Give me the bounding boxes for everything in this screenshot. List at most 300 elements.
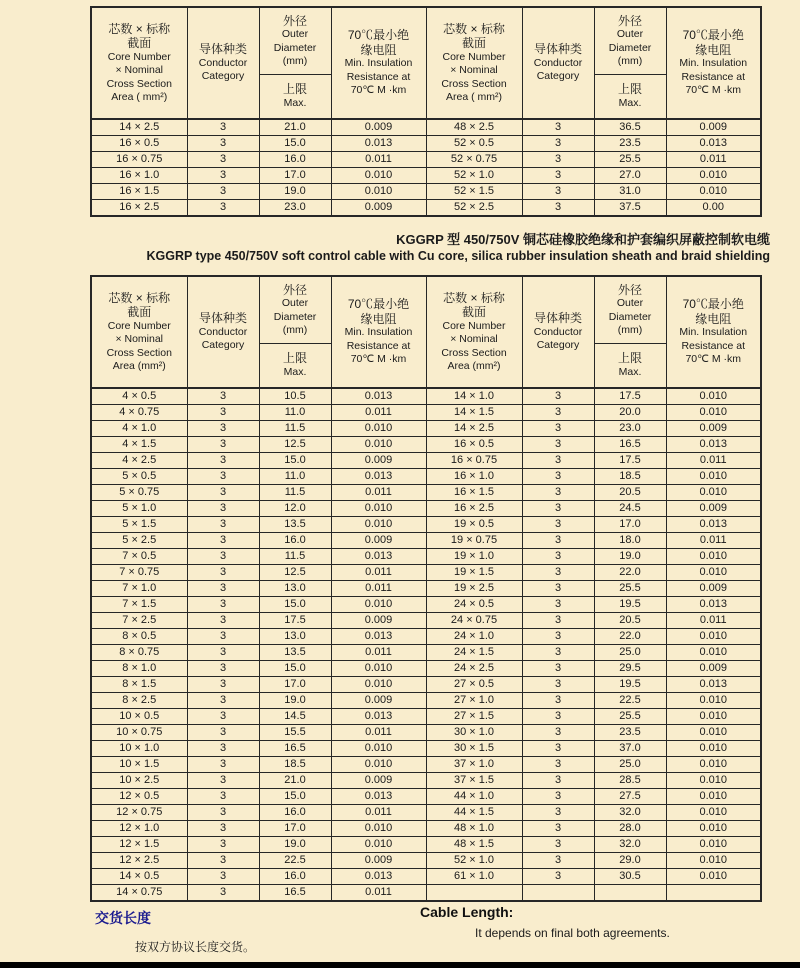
table-cell: 0.013 xyxy=(331,549,426,565)
table-cell: 44 × 1.0 xyxy=(426,789,522,805)
table-cell: 0.013 xyxy=(666,517,761,533)
table-cell: 5 × 1.0 xyxy=(91,501,187,517)
table-cell: 3 xyxy=(187,661,259,677)
header-res-zh1: 70℃最小绝 xyxy=(682,28,744,43)
table-cell: 0.010 xyxy=(666,629,761,645)
table-row xyxy=(91,725,761,741)
table-cell: 3 xyxy=(187,597,259,613)
table-row xyxy=(91,549,761,565)
header-outer-diameter xyxy=(594,7,666,119)
table-cell: 0.013 xyxy=(331,869,426,885)
table-cell: 0.010 xyxy=(666,757,761,773)
table-row xyxy=(91,200,761,217)
header-od-zh: 外径 xyxy=(282,13,307,28)
section-title xyxy=(90,231,770,265)
table-cell: 3 xyxy=(187,725,259,741)
table-cell: 21.0 xyxy=(259,773,331,789)
table-cell: 3 xyxy=(522,581,594,597)
table-cell: 37 × 1.0 xyxy=(426,757,522,773)
table-cell: 4 × 1.5 xyxy=(91,437,187,453)
table-cell: 12.0 xyxy=(259,501,331,517)
table-cell: 12.5 xyxy=(259,437,331,453)
header-insulation-resistance xyxy=(331,7,426,119)
table-cell: 3 xyxy=(187,501,259,517)
header-od-top xyxy=(260,278,331,344)
table-row xyxy=(91,485,761,501)
table-cell: 0.009 xyxy=(331,119,426,136)
table-cell: 12 × 0.75 xyxy=(91,805,187,821)
table-cell: 0.009 xyxy=(331,613,426,629)
table-cell: 15.0 xyxy=(259,789,331,805)
header-od-en2: Diameter xyxy=(273,310,317,323)
table-cell: 11.0 xyxy=(259,469,331,485)
table-row xyxy=(91,869,761,885)
header-conductor-category xyxy=(187,276,259,388)
table-cell: 52 × 0.5 xyxy=(426,136,522,152)
table-cell: 3 xyxy=(187,613,259,629)
table-cell: 3 xyxy=(187,709,259,725)
header-core-spec xyxy=(426,7,522,119)
header-res-zh2: 缘电阻 xyxy=(695,311,732,326)
table-cell: 19 × 1.0 xyxy=(426,549,522,565)
header-outer-diameter xyxy=(259,7,331,119)
header-core-spec-en2: × Nominal xyxy=(450,333,498,345)
table-cell: 0.011 xyxy=(666,533,761,549)
header-conductor-zh: 导体种类 xyxy=(198,311,247,326)
table-cell: 28.0 xyxy=(594,821,666,837)
header-res-en2: Resistance at xyxy=(681,339,746,352)
table-cell: 16.5 xyxy=(594,437,666,453)
table-cell: 0.010 xyxy=(666,869,761,885)
table-cell: 3 xyxy=(187,485,259,501)
table-cell: 3 xyxy=(522,200,594,217)
header-od-en1: Outer xyxy=(281,28,309,40)
table-cell: 22.5 xyxy=(259,853,331,869)
table-cell: 25.5 xyxy=(594,152,666,168)
header-conductor-en1: Conductor xyxy=(198,56,248,69)
header-conductor-zh: 导体种类 xyxy=(533,311,582,326)
header-conductor-zh: 导体种类 xyxy=(198,42,247,57)
table-cell: 32.0 xyxy=(594,837,666,853)
header-core-spec-area: Area (mm²) xyxy=(447,360,501,372)
table-row xyxy=(91,437,761,453)
header-res-en3: 70℃ M ·km xyxy=(350,353,407,366)
table-cell: 0.010 xyxy=(666,549,761,565)
header-core-spec-area: Area (mm²) xyxy=(112,360,166,372)
table-cell: 0.011 xyxy=(331,152,426,168)
table-cell: 37.5 xyxy=(594,200,666,217)
table-cell: 3 xyxy=(522,453,594,469)
header-res-zh2: 缘电阻 xyxy=(360,42,397,57)
table-cell: 0.011 xyxy=(331,885,426,902)
table-cell: 0.013 xyxy=(666,136,761,152)
table-cell: 18.0 xyxy=(594,533,666,549)
header-res-zh2: 缘电阻 xyxy=(360,311,397,326)
table-cell: 3 xyxy=(522,485,594,501)
table-cell: 44 × 1.5 xyxy=(426,805,522,821)
header-res-zh1: 70℃最小绝 xyxy=(347,28,410,43)
table-cell: 20.5 xyxy=(594,485,666,501)
header-od-zh: 外径 xyxy=(282,282,307,297)
header-conductor-category xyxy=(522,276,594,388)
header-od-max-zh: 上限 xyxy=(282,351,307,365)
table-cell: 0.010 xyxy=(666,725,761,741)
table-cell: 0.010 xyxy=(666,485,761,501)
header-core-spec-en1: Core Number xyxy=(442,319,506,332)
table-row xyxy=(91,184,761,200)
table-cell: 3 xyxy=(522,837,594,853)
table-cell: 17.5 xyxy=(594,388,666,405)
table-cell: 0.009 xyxy=(331,693,426,709)
table-cell: 15.0 xyxy=(259,597,331,613)
table-row xyxy=(91,581,761,597)
header-res-en2: Resistance at xyxy=(346,70,411,83)
table-cell: 27 × 0.5 xyxy=(426,677,522,693)
table-cell: 14.5 xyxy=(259,709,331,725)
table-cell: 0.009 xyxy=(666,661,761,677)
table-cell: 7 × 0.75 xyxy=(91,565,187,581)
table-cell: 0.010 xyxy=(331,837,426,853)
table-cell: 16 × 1.5 xyxy=(91,184,187,200)
table-cell: 0.009 xyxy=(331,533,426,549)
table-cell: 61 × 1.0 xyxy=(426,869,522,885)
table-cell: 3 xyxy=(522,741,594,757)
header-row xyxy=(91,7,761,119)
table-row xyxy=(91,885,761,902)
table-cell: 22.0 xyxy=(594,629,666,645)
header-outer-diameter xyxy=(259,276,331,388)
table-cell: 20.5 xyxy=(594,613,666,629)
table-cell: 3 xyxy=(522,136,594,152)
table-cell: 18.5 xyxy=(594,469,666,485)
table-cell: 16 × 1.0 xyxy=(426,469,522,485)
table-cell: 0.011 xyxy=(666,453,761,469)
table-cell: 0.013 xyxy=(331,136,426,152)
table-cell: 22.0 xyxy=(594,565,666,581)
table-cell: 19.0 xyxy=(259,837,331,853)
table-cell: 0.011 xyxy=(331,581,426,597)
table-cell: 3 xyxy=(522,421,594,437)
header-od-max xyxy=(595,344,666,387)
header-conductor-en1: Conductor xyxy=(198,325,248,338)
table-cell: 8 × 0.5 xyxy=(91,629,187,645)
spec-table-main-body xyxy=(91,388,761,901)
header-core-spec-en3: Cross Section xyxy=(441,346,507,359)
table-row xyxy=(91,453,761,469)
table-cell: 16 × 2.5 xyxy=(426,501,522,517)
table-cell: 3 xyxy=(187,405,259,421)
header-od-zh: 外径 xyxy=(617,13,642,28)
table-cell: 3 xyxy=(187,645,259,661)
table-cell: 3 xyxy=(522,789,594,805)
table-cell: 23.5 xyxy=(594,725,666,741)
table-cell: 3 xyxy=(187,549,259,565)
header-core-spec-zh1: 芯数 × 标称 xyxy=(108,21,171,36)
table-cell: 0.013 xyxy=(331,388,426,405)
table-cell: 17.5 xyxy=(259,613,331,629)
table-cell: 7 × 1.0 xyxy=(91,581,187,597)
table-cell: 17.0 xyxy=(259,168,331,184)
header-core-spec-en3: Cross Section xyxy=(106,77,172,90)
table-cell: 17.0 xyxy=(259,677,331,693)
section-title-zh: KGGRP 型 450/750V 铜芯硅橡胶绝缘和护套编织屏蔽控制软电缆 xyxy=(396,232,770,247)
table-cell: 0.010 xyxy=(666,837,761,853)
table-cell: 10 × 2.5 xyxy=(91,773,187,789)
table-cell: 0.011 xyxy=(331,405,426,421)
table-row xyxy=(91,388,761,405)
table-row xyxy=(91,837,761,853)
header-conductor-en2: Category xyxy=(536,70,580,83)
spec-table-top-header xyxy=(91,7,761,119)
table-cell: 52 × 1.0 xyxy=(426,853,522,869)
table-cell: 3 xyxy=(522,152,594,168)
header-od-en3: (mm) xyxy=(282,55,308,67)
table-cell: 17.0 xyxy=(594,517,666,533)
table-cell: 25.5 xyxy=(594,581,666,597)
header-od-zh: 外径 xyxy=(617,282,642,297)
table-cell: 14 × 2.5 xyxy=(91,119,187,136)
table-cell: 16 × 0.5 xyxy=(426,437,522,453)
table-cell: 16.5 xyxy=(259,741,331,757)
table-cell: 3 xyxy=(522,773,594,789)
table-cell: 48 × 1.5 xyxy=(426,837,522,853)
table-cell: 0.010 xyxy=(666,184,761,200)
table-cell: 16 × 1.0 xyxy=(91,168,187,184)
table-cell: 3 xyxy=(522,677,594,693)
table-cell: 10 × 0.75 xyxy=(91,725,187,741)
table-cell: 13.0 xyxy=(259,629,331,645)
table-cell: 23.0 xyxy=(259,200,331,217)
table-row xyxy=(91,421,761,437)
table-cell: 0.009 xyxy=(666,501,761,517)
table-cell: 14 × 0.75 xyxy=(91,885,187,902)
table-cell: 3 xyxy=(522,119,594,136)
header-od-en1: Outer xyxy=(281,297,309,309)
header-outer-diameter xyxy=(594,276,666,388)
header-core-spec xyxy=(91,7,187,119)
table-cell: 0.009 xyxy=(666,421,761,437)
header-od-top xyxy=(260,9,331,75)
table-cell: 31.0 xyxy=(594,184,666,200)
header-od-max-en: Max. xyxy=(283,96,307,109)
table-cell: 22.5 xyxy=(594,693,666,709)
table-cell: 0.010 xyxy=(666,645,761,661)
table-cell: 3 xyxy=(522,549,594,565)
table-row xyxy=(91,629,761,645)
header-core-spec-en1: Core Number xyxy=(442,50,506,63)
table-row xyxy=(91,119,761,136)
table-cell: 19 × 1.5 xyxy=(426,565,522,581)
table-cell: 0.013 xyxy=(666,437,761,453)
table-cell: 52 × 2.5 xyxy=(426,200,522,217)
table-cell: 5 × 0.75 xyxy=(91,485,187,501)
table-cell: 7 × 0.5 xyxy=(91,549,187,565)
table-cell: 3 xyxy=(187,184,259,200)
table-cell: 4 × 2.5 xyxy=(91,453,187,469)
table-cell: 3 xyxy=(187,805,259,821)
table-cell: 29.5 xyxy=(594,661,666,677)
table-cell: 3 xyxy=(187,677,259,693)
table-cell: 0.011 xyxy=(331,725,426,741)
table-cell: 3 xyxy=(522,469,594,485)
table-cell: 0.011 xyxy=(331,485,426,501)
header-od-en1: Outer xyxy=(616,297,644,309)
header-od-max xyxy=(260,75,331,118)
header-res-en1: Min. Insulation xyxy=(344,326,413,339)
table-cell: 3 xyxy=(522,757,594,773)
header-core-spec-zh1: 芯数 × 标称 xyxy=(443,21,505,36)
table-row xyxy=(91,853,761,869)
table-cell: 0.010 xyxy=(666,709,761,725)
table-cell: 30 × 1.0 xyxy=(426,725,522,741)
header-res-zh2: 缘电阻 xyxy=(695,42,732,57)
table-cell: 3 xyxy=(522,388,594,405)
delivery-length-body-zh: 按双方协议长度交货。 xyxy=(135,940,256,954)
table-cell: 8 × 1.0 xyxy=(91,661,187,677)
table-cell: 0.010 xyxy=(331,184,426,200)
table-cell: 27.0 xyxy=(594,168,666,184)
table-cell: 4 × 0.75 xyxy=(91,405,187,421)
table-cell: 0.009 xyxy=(331,773,426,789)
table-cell: 3 xyxy=(522,709,594,725)
header-od-max-en: Max. xyxy=(618,365,642,378)
header-core-spec-en3: Cross Section xyxy=(441,77,507,90)
table-cell: 3 xyxy=(187,773,259,789)
table-cell: 0.013 xyxy=(666,597,761,613)
table-row xyxy=(91,152,761,168)
header-core-spec-zh1: 芯数 × 标称 xyxy=(108,290,171,305)
table-cell: 18.5 xyxy=(259,757,331,773)
table-cell: 3 xyxy=(522,517,594,533)
header-core-spec-en2: × Nominal xyxy=(115,64,164,76)
table-cell: 37.0 xyxy=(594,741,666,757)
table-cell: 3 xyxy=(187,421,259,437)
table-cell: 12 × 0.5 xyxy=(91,789,187,805)
table-cell: 17.5 xyxy=(594,453,666,469)
table-cell: 19 × 2.5 xyxy=(426,581,522,597)
table-cell: 4 × 0.5 xyxy=(91,388,187,405)
table-cell: 3 xyxy=(522,437,594,453)
table-row xyxy=(91,709,761,725)
table-cell: 17.0 xyxy=(259,821,331,837)
table-cell: 30 × 1.5 xyxy=(426,741,522,757)
header-res-en3: 70℃ M ·km xyxy=(350,84,407,97)
header-od-max-en: Max. xyxy=(283,365,307,378)
table-cell: 3 xyxy=(187,757,259,773)
table-row xyxy=(91,821,761,837)
table-cell: 0.009 xyxy=(331,853,426,869)
table-cell: 0.010 xyxy=(666,168,761,184)
table-row xyxy=(91,661,761,677)
header-od-en3: (mm) xyxy=(617,324,643,336)
table-cell: 3 xyxy=(522,693,594,709)
table-cell: 27 × 1.0 xyxy=(426,693,522,709)
table-cell: 15.5 xyxy=(259,725,331,741)
table-cell: 29.0 xyxy=(594,853,666,869)
table-cell: 0.011 xyxy=(666,613,761,629)
table-cell: 3 xyxy=(187,741,259,757)
header-insulation-resistance xyxy=(666,7,761,119)
table-row xyxy=(91,136,761,152)
table-row xyxy=(91,565,761,581)
table-cell: 20.0 xyxy=(594,405,666,421)
header-insulation-resistance xyxy=(331,276,426,388)
table-cell: 13.5 xyxy=(259,645,331,661)
header-res-en1: Min. Insulation xyxy=(679,57,748,70)
table-cell: 0.010 xyxy=(331,677,426,693)
table-cell: 0.010 xyxy=(666,741,761,757)
table-cell: 3 xyxy=(522,184,594,200)
header-conductor-en2: Category xyxy=(201,70,245,83)
table-cell: 24 × 1.5 xyxy=(426,645,522,661)
table-row xyxy=(91,789,761,805)
table-cell: 3 xyxy=(187,200,259,217)
table-row xyxy=(91,757,761,773)
table-cell: 0.009 xyxy=(331,453,426,469)
table-row xyxy=(91,168,761,184)
table-cell: 16.5 xyxy=(259,885,331,902)
table-cell: 3 xyxy=(187,517,259,533)
table-cell: 12 × 2.5 xyxy=(91,853,187,869)
table-cell: 3 xyxy=(522,805,594,821)
table-cell: 0.010 xyxy=(666,789,761,805)
table-cell: 0.010 xyxy=(331,661,426,677)
header-conductor-en1: Conductor xyxy=(533,325,583,338)
table-cell: 13.5 xyxy=(259,517,331,533)
header-core-spec-en1: Core Number xyxy=(107,50,171,63)
header-conductor-en2: Category xyxy=(201,339,245,352)
table-cell: 15.0 xyxy=(259,661,331,677)
table-cell: 0.010 xyxy=(666,805,761,821)
spec-table-top-body xyxy=(91,119,761,216)
table-cell: 3 xyxy=(187,168,259,184)
table-cell: 16.0 xyxy=(259,152,331,168)
table-cell: 48 × 2.5 xyxy=(426,119,522,136)
table-cell: 14 × 0.5 xyxy=(91,869,187,885)
header-res-zh1: 70℃最小绝 xyxy=(347,297,410,312)
table-cell: 3 xyxy=(187,453,259,469)
table-cell: 0.011 xyxy=(331,565,426,581)
table-cell: 52 × 0.75 xyxy=(426,152,522,168)
header-od-en1: Outer xyxy=(616,28,644,40)
table-cell: 12 × 1.5 xyxy=(91,837,187,853)
header-conductor-category xyxy=(187,7,259,119)
table-cell: 0.010 xyxy=(331,821,426,837)
table-cell: 0.010 xyxy=(331,501,426,517)
table-cell: 3 xyxy=(522,405,594,421)
table-cell: 0.009 xyxy=(666,581,761,597)
table-cell: 3 xyxy=(522,597,594,613)
header-core-spec-zh2: 截面 xyxy=(461,36,486,50)
header-core-spec-en2: × Nominal xyxy=(450,64,498,76)
table-cell xyxy=(666,885,761,902)
table-cell: 0.010 xyxy=(331,757,426,773)
table-cell: 24 × 1.0 xyxy=(426,629,522,645)
table-cell: 16 × 0.75 xyxy=(91,152,187,168)
table-cell: 0.009 xyxy=(666,119,761,136)
header-od-en3: (mm) xyxy=(617,55,643,67)
header-od-top xyxy=(595,9,666,75)
table-cell: 11.5 xyxy=(259,421,331,437)
table-cell: 14 × 2.5 xyxy=(426,421,522,437)
table-cell: 16.0 xyxy=(259,869,331,885)
table-cell: 3 xyxy=(187,119,259,136)
header-res-en1: Min. Insulation xyxy=(679,326,748,339)
table-cell: 8 × 2.5 xyxy=(91,693,187,709)
table-cell: 19 × 0.75 xyxy=(426,533,522,549)
table-cell: 3 xyxy=(522,869,594,885)
table-cell: 24 × 2.5 xyxy=(426,661,522,677)
